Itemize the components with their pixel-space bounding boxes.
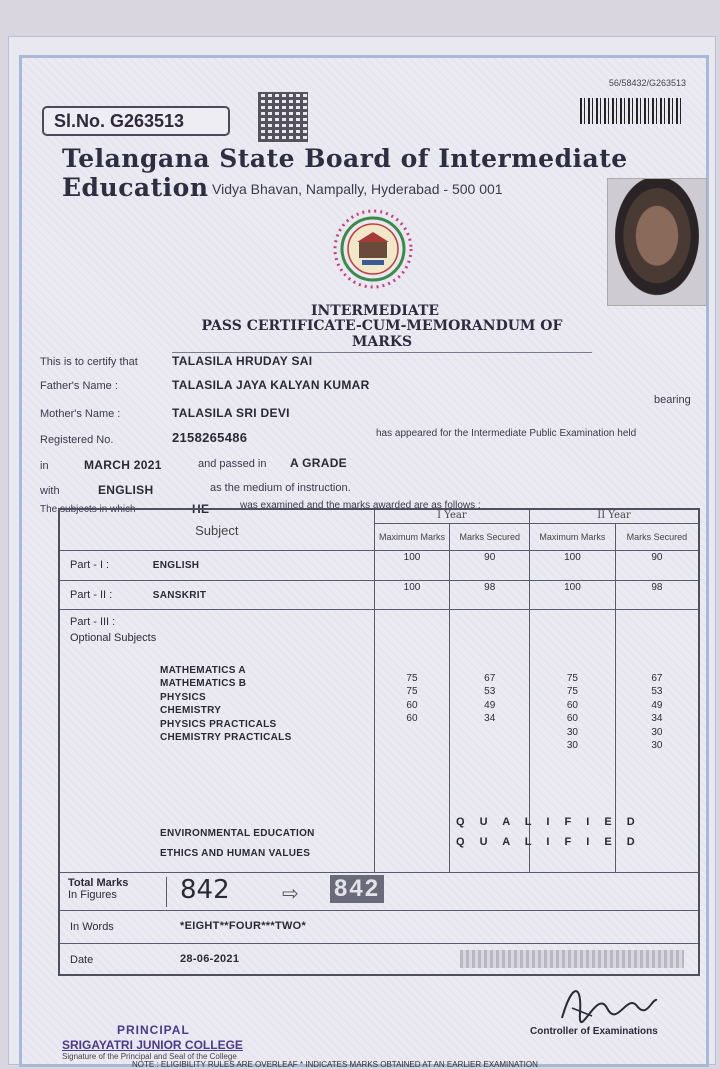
appeared-text: has appeared for the Intermediate Public Examination held: [376, 428, 637, 439]
y1-max-value: [375, 726, 450, 740]
y1-max-value: [375, 739, 450, 753]
optional-subject: CHEMISTRY: [160, 705, 222, 717]
part1-y1-sec: 90: [450, 551, 530, 580]
medium-text: as the medium of instruction.: [210, 482, 351, 494]
table-row: [59, 551, 699, 580]
ethics-qualified: Q U A L I F I E D: [456, 836, 641, 848]
part2-y2-sec: 98: [615, 580, 699, 609]
certificate-heading: INTERMEDIATE: [310, 303, 440, 319]
part2-label: Part - II :: [70, 588, 113, 601]
optional-subject: PHYSICS PRACTICALS: [160, 718, 277, 730]
subject-header: Subject: [59, 509, 374, 551]
controller-label: Controller of Examinations: [530, 1026, 658, 1037]
y1-secured-header: Marks Secured: [450, 524, 530, 551]
bearing-label: bearing: [654, 394, 691, 406]
table-row-optional: [59, 609, 699, 872]
in-words-label: In Words: [70, 920, 114, 933]
optional-subject: MATHEMATICS B: [160, 678, 247, 690]
env-qualified: Q U A L I F I E D: [456, 816, 641, 828]
y2-max-value: 60: [566, 699, 578, 711]
candidate-name: TALASILA HRUDAY SAI: [172, 354, 313, 368]
grade: A GRADE: [290, 456, 347, 470]
mother-name: TALASILA SRI DEVI: [172, 406, 290, 420]
part2-subject: SANSKRIT: [152, 589, 207, 601]
controller-signature: [552, 978, 662, 1028]
passed-label: and passed in: [198, 458, 267, 470]
y1-sec-value: [450, 726, 529, 740]
date-row: [59, 944, 699, 975]
total-marks-label: Total Marks: [68, 877, 129, 890]
optional-subject: PHYSICS: [160, 691, 207, 703]
principal-label: PRINCIPAL: [117, 1023, 190, 1037]
y1-max-value: 75: [406, 672, 418, 684]
father-label: Father's Name :: [40, 380, 118, 392]
y2-max-value: 30: [566, 740, 578, 752]
y1-max-header: Maximum Marks: [374, 524, 450, 551]
total-in-words: *EIGHT**FOUR***TWO*: [180, 919, 307, 932]
y1-max-value: 75: [406, 686, 418, 698]
y1-sec-value: 49: [484, 699, 496, 711]
mother-label: Mother's Name :: [40, 408, 121, 420]
arrow-right-icon: ⇨: [282, 883, 299, 906]
in-label: in: [40, 460, 49, 472]
with-label: with: [40, 485, 60, 497]
total-in-figures: 842: [180, 875, 230, 906]
part2-y1-max: 100: [374, 580, 450, 609]
words-row: [59, 910, 699, 943]
exam-month: MARCH 2021: [84, 458, 162, 472]
part1-label: Part - I :: [70, 559, 110, 572]
y1-sec-value: 67: [484, 672, 496, 684]
issue-date: 28-06-2021: [180, 953, 240, 966]
reg-number: 2158265486: [172, 430, 248, 445]
medium: ENGLISH: [98, 483, 154, 497]
y1-max-value: 60: [406, 699, 418, 711]
env-education-label: ENVIRONMENTAL EDUCATION: [160, 827, 315, 839]
y2-sec-value: 30: [651, 726, 663, 738]
part1-y2-max: 100: [530, 551, 616, 580]
y1-sec-value: [450, 739, 529, 753]
principal-signature-caption: Signature of the Principal and Seal of the College: [62, 1052, 237, 1061]
part1-y1-max: 100: [374, 551, 450, 580]
board-address: Vidya Bhavan, Nampally, Hyderabad - 500 001: [212, 181, 503, 197]
sl-no-box: Sl.No. G263513: [42, 106, 230, 136]
board-title: Telangana State Board of Intermediate Education: [62, 144, 628, 202]
part1-y2-sec: 90: [615, 551, 699, 580]
part3-label: Part - III :: [70, 615, 116, 628]
year2-header: II Year: [530, 509, 699, 524]
optional-label: Optional Subjects: [70, 631, 157, 644]
part2-y2-max: 100: [530, 580, 616, 609]
qr-code: [258, 92, 308, 142]
group-code: HE: [192, 502, 210, 516]
y2-sec-value: 53: [651, 686, 663, 698]
examined-text: was examined and the marks awarded are as follows :: [240, 500, 481, 511]
y2-sec-value: 30: [651, 740, 663, 752]
date-label: Date: [70, 954, 94, 967]
father-name: TALASILA JAYA KALYAN KUMAR: [172, 378, 370, 392]
optional-subject-list: [160, 664, 374, 745]
y1-sec-value: 34: [484, 713, 496, 725]
y2-sec-value: 34: [651, 713, 663, 725]
ethics-label: ETHICS AND HUMAN VALUES: [160, 847, 311, 859]
certificate-frame: [19, 55, 709, 1067]
board-emblem-icon: [332, 208, 414, 290]
part2-y1-sec: 98: [450, 580, 530, 609]
security-strip: [460, 950, 684, 968]
barcode: [580, 98, 684, 124]
y2-sec-value: 49: [651, 699, 663, 711]
y2-max-value: 60: [566, 713, 578, 725]
marks-table: [58, 508, 700, 976]
year1-header: I Year: [374, 509, 529, 524]
y1-max-value: 60: [406, 713, 418, 725]
table-row: [59, 580, 699, 609]
total-stamp: 842: [330, 875, 384, 903]
certificate-subheading: PASS CERTIFICATE-CUM-MEMORANDUM OF MARKS: [172, 318, 592, 353]
optional-subject: CHEMISTRY PRACTICALS: [160, 732, 292, 744]
serial-number-top: 56/58432/G263513: [608, 78, 686, 88]
candidate-photo: [607, 178, 707, 306]
y2-secured-header: Marks Secured: [615, 524, 699, 551]
y2-max-value: 75: [566, 686, 578, 698]
part1-subject: ENGLISH: [152, 560, 200, 572]
certificate-paper: [8, 36, 716, 1069]
footer-note: NOTE : ELIGIBILITY RULES ARE OVERLEAF * INDICATES MARKS OBTAINED AT AN EARLIER EXAMINATION: [132, 1060, 538, 1069]
y1-sec-value: 53: [484, 686, 496, 698]
y2-max-header: Maximum Marks: [530, 524, 616, 551]
certify-label: This is to certify that: [40, 356, 138, 368]
y2-max-value: 30: [566, 726, 578, 738]
subjects-label: The subjects in which: [40, 504, 136, 515]
college-name: SRIGAYATRI JUNIOR COLLEGE: [62, 1038, 243, 1052]
y2-max-value: 75: [566, 672, 578, 684]
in-figures-label: In Figures: [68, 889, 117, 902]
reg-label: Registered No.: [40, 434, 114, 446]
y2-sec-value: 67: [651, 672, 663, 684]
total-row: [59, 873, 699, 911]
optional-subject: MATHEMATICS A: [160, 664, 246, 676]
